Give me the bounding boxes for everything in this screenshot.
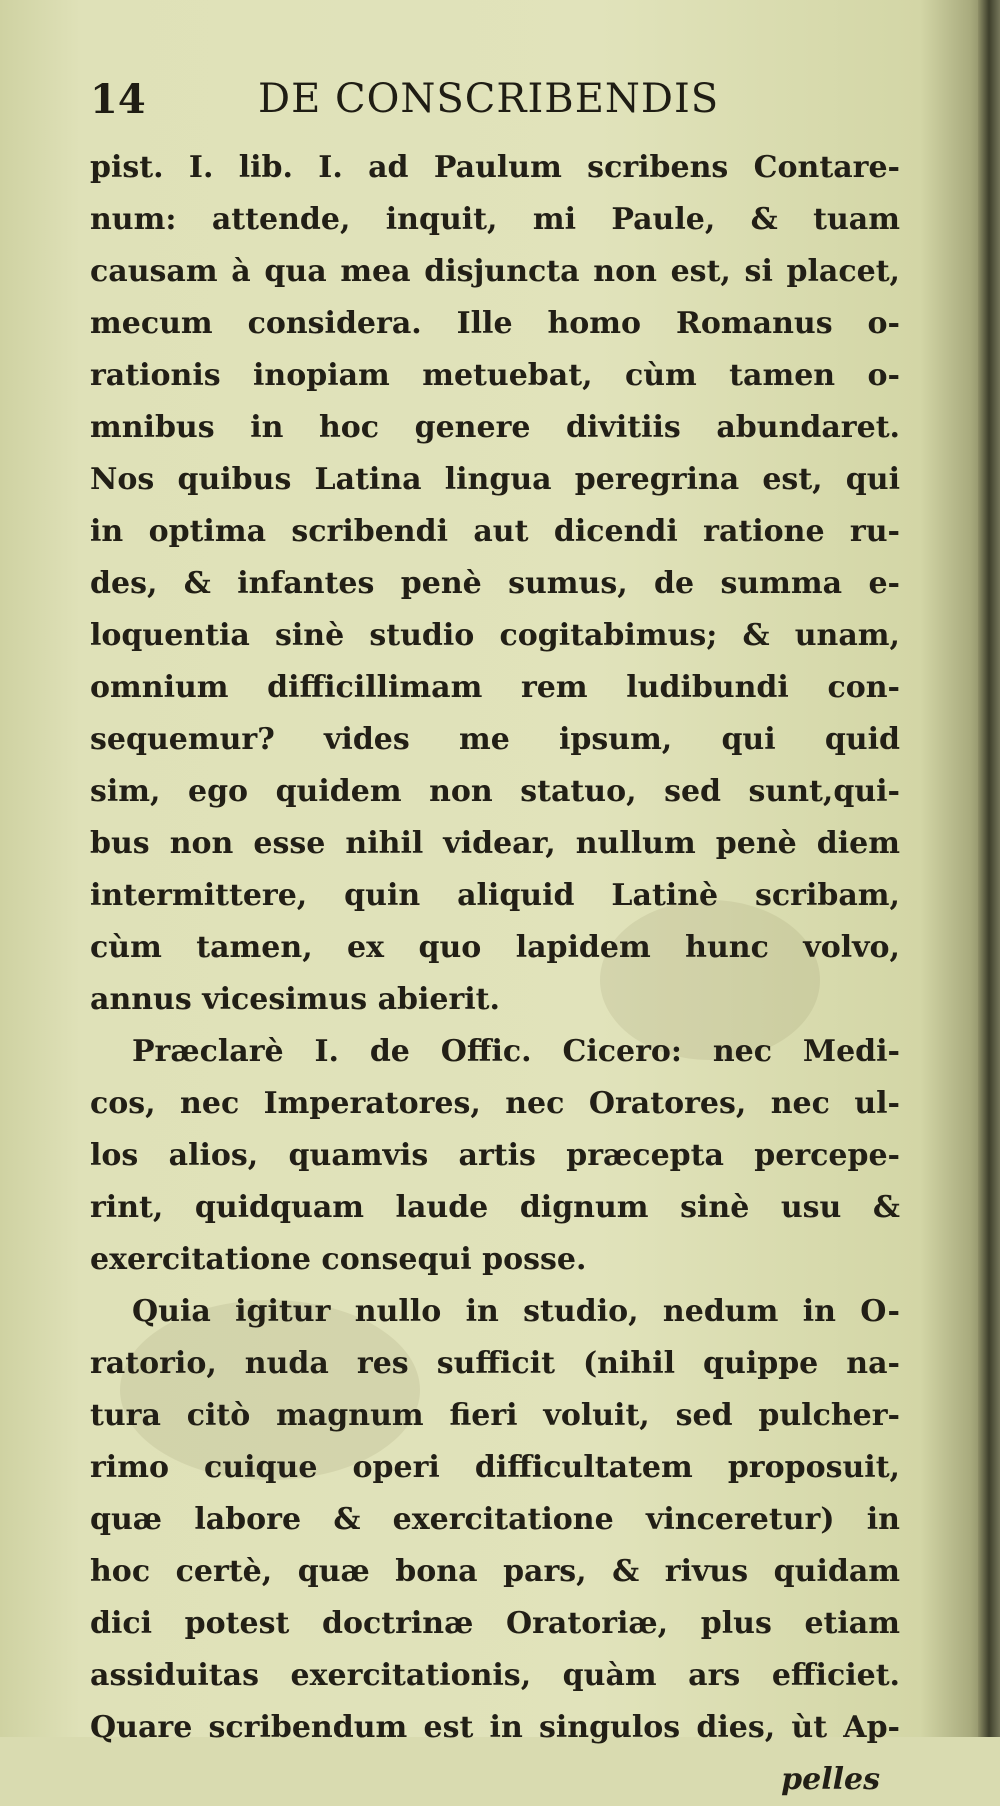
text-line: rimo cuique operi difficultatem proposuit, <box>90 1450 900 1485</box>
text-line: in optima scribendi aut dicendi ratione ru- <box>90 514 900 549</box>
text-line: exercitatione consequi posse. <box>90 1242 587 1277</box>
running-head: DE CONSCRIBENDIS <box>258 76 720 122</box>
page-header <box>90 76 890 136</box>
text-line: omnium difficillimam rem ludibundi con- <box>90 670 900 705</box>
text-line: Quia igitur nullo in studio, nedum in O- <box>132 1294 900 1329</box>
text-line: Quare scribendum est in singulos dies, ùt Ap- <box>90 1710 900 1745</box>
book-spine-shadow <box>978 0 1000 1737</box>
text-line: Præclarè I. de Offic. Cicero: nec Medi- <box>132 1034 900 1069</box>
text-line: num: attende, inquit, mi Paule, & tuam <box>90 202 900 237</box>
text-line: hoc certè, quæ bona pars, & rivus quidam <box>90 1554 900 1589</box>
text-line: bus non esse nihil videar, nullum penè diem <box>90 826 900 861</box>
text-line: mnibus in hoc genere divitiis abundaret. <box>90 410 900 445</box>
text-line: rint, quidquam laude dignum sinè usu & <box>90 1190 900 1225</box>
text-line: ratorio, nuda res sufficit (nihil quippe na- <box>90 1346 900 1381</box>
text-line: sim, ego quidem non statuo, sed sunt,qui- <box>90 774 900 809</box>
text-line: quæ labore & exercitatione vinceretur) in <box>90 1502 900 1537</box>
body-text <box>90 142 900 1806</box>
text-line: loquentia sinè studio cogitabimus; & unam, <box>90 618 900 653</box>
text-line: causam à qua mea disjuncta non est, si placet, <box>90 254 900 289</box>
text-line: Nos quibus Latina lingua peregrina est, qui <box>90 462 900 497</box>
catchword: pelles <box>781 1762 880 1797</box>
text-line: rationis inopiam metuebat, cùm tamen o- <box>90 358 900 393</box>
text-line: cùm tamen, ex quo lapidem hunc volvo, <box>90 930 900 965</box>
text-line: intermittere, quin aliquid Latinè scribam, <box>90 878 900 913</box>
text-line: pist. I. lib. I. ad Paulum scribens Contare- <box>90 150 900 185</box>
text-line: sequemur? vides me ipsum, qui quid <box>90 722 900 757</box>
text-line: annus vicesimus abierit. <box>90 982 500 1017</box>
text-line: mecum considera. Ille homo Romanus o- <box>90 306 900 341</box>
text-line: dici potest doctrinæ Oratoriæ, plus etiam <box>90 1606 900 1641</box>
page-number: 14 <box>90 76 146 123</box>
text-line: tura citò magnum fieri voluit, sed pulcher- <box>90 1398 900 1433</box>
text-line: los alios, quamvis artis præcepta percepe- <box>90 1138 900 1173</box>
text-line: cos, nec Imperatores, nec Oratores, nec ul- <box>90 1086 900 1121</box>
text-line: assiduitas exercitationis, quàm ars efficiet. <box>90 1658 900 1693</box>
text-line: des, & infantes penè sumus, de summa e- <box>90 566 900 601</box>
